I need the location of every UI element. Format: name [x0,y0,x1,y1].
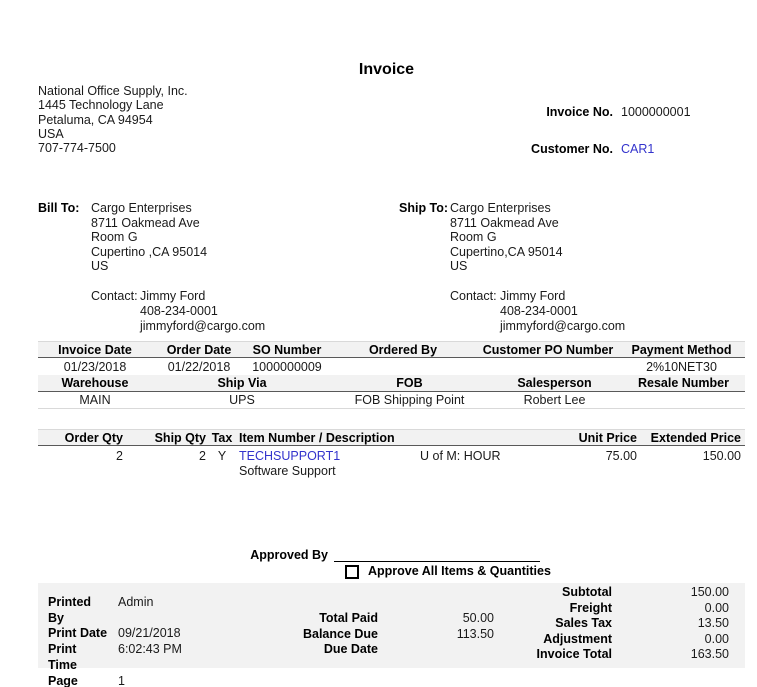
sales-tax-row [498,616,729,632]
ship-to-city: Cupertino,CA 95014 [450,244,563,259]
balance-due-row [278,627,494,643]
order-date-value: 01/22/2018 [167,359,231,374]
company-city: Petaluma, CA 94954 [38,112,153,127]
ship-to-room: Room G [450,230,497,244]
print-time-value: 6:02:43 PM [118,642,182,657]
bill-to-contact-phone: 408-234-0001 [140,304,218,318]
due-date-row [278,642,494,658]
item-description-value: Software Support [239,464,336,478]
bill-to-room: Room G [91,230,138,244]
invoice-no-value: 1000000001 [621,105,691,119]
freight-label: Freight [569,600,612,615]
warehouse-value: MAIN [79,393,111,407]
order-info-header-row-2 [38,375,745,392]
so-number-header: SO Number [252,342,322,357]
ship-to-country: US [450,259,468,273]
printed-by-value: Admin [118,595,154,609]
bill-to-contact-email: jimmyford@cargo.com [140,319,266,333]
freight-value: 0.00 [704,600,729,615]
page-label: Page [48,673,78,687]
line-item-row [38,449,745,463]
balance-due-label: Balance Due [302,626,378,641]
adjustment-value: 0.00 [704,631,729,646]
extended-price-value: 150.00 [702,449,741,463]
bill-to-city: Cupertino ,CA 95014 [91,244,208,259]
invoice-no-label: Invoice No. [546,105,613,119]
ship-to-contact-phone: 408-234-0001 [500,304,578,318]
customer-no-label: Customer No. [531,142,613,156]
print-time-row [48,642,182,673]
printed-by-label: Printed By [48,595,92,625]
order-info-value-row-2 [38,392,745,409]
ship-to-name: Cargo Enterprises [450,201,551,215]
bill-to-contact-label: Contact: [91,289,138,303]
extended-price-header: Extended Price [650,430,741,445]
subtotal-value: 150.00 [690,585,729,599]
print-time-label: Print Time [48,642,77,672]
invoice-date-header: Invoice Date [58,342,132,357]
company-phone: 707-774-7500 [38,141,116,156]
ship-to-contact-block [500,289,625,334]
tax-header: Tax [211,430,233,445]
salesperson-value: Robert Lee [523,393,586,407]
company-address-block [38,84,188,155]
print-date-value: 09/21/2018 [118,626,181,641]
customer-po-header: Customer PO Number [482,342,614,357]
item-number-link[interactable]: TECHSUPPORT1 [239,449,341,463]
due-date-value [378,642,494,658]
bill-to-contact-name: Jimmy Ford [140,289,206,303]
footer-summary-panel [38,583,745,687]
total-paid-value: 50.00 [462,611,494,625]
page-number-row [48,674,182,687]
ship-to-street: 8711 Oakmead Ave [450,215,559,230]
ship-qty-value: 2 [199,449,206,463]
subtotal-label: Subtotal [562,585,612,599]
so-number-value: 1000000009 [252,359,322,374]
approved-by-signature-line [334,561,540,562]
fob-header: FOB [396,376,423,390]
unit-price-header: Unit Price [578,430,637,445]
ship-qty-header: Ship Qty [154,430,206,445]
payment-method-value: 2%10NET30 [646,359,717,374]
ship-via-header: Ship Via [217,376,267,390]
print-info-block [48,595,182,687]
payment-summary-block [278,611,494,658]
order-info-header-row-1 [38,341,745,358]
invoice-total-row [498,647,729,663]
salesperson-header: Salesperson [517,376,592,390]
page-title: Invoice [358,61,415,78]
print-date-label: Print Date [48,626,108,641]
print-date-row [48,626,182,642]
order-qty-header: Order Qty [64,430,123,445]
company-street: 1445 Technology Lane [38,98,164,113]
printed-by-row [48,595,182,626]
item-description-header: Item Number / Description [239,430,395,445]
invoice-total-value: 163.50 [690,647,729,661]
payment-method-header: Payment Method [631,342,732,357]
balance-due-value: 113.50 [456,626,494,641]
due-date-label: Due Date [323,642,378,657]
approve-all-checkbox-label: Approve All Items & Quantities [368,564,551,578]
sales-tax-label: Sales Tax [555,616,612,630]
bill-to-contact-block [140,289,265,334]
fob-value: FOB Shipping Point [354,393,465,407]
ship-to-contact-email: jimmyford@cargo.com [500,319,626,333]
order-info-value-row-1 [38,358,745,375]
unit-price-value: 75.00 [605,449,637,463]
adjustment-row [498,632,729,648]
invoice-totals-block [498,585,729,663]
bill-to-label: Bill To: [38,201,80,215]
unit-of-measure-value: U of M: HOUR [420,449,501,463]
ship-to-address [450,201,563,274]
ship-to-contact-label: Contact: [450,289,497,303]
freight-row [498,601,729,617]
ship-to-contact-name: Jimmy Ford [500,289,566,303]
company-name: National Office Supply, Inc. [38,84,188,98]
order-info-table [38,341,745,409]
total-paid-label: Total Paid [319,611,378,625]
adjustment-label: Adjustment [543,631,612,646]
approve-all-checkbox[interactable] [345,565,359,579]
customer-no-link[interactable]: CAR1 [621,142,655,156]
tax-value: Y [217,449,227,463]
bill-to-address [91,201,207,274]
company-country: USA [38,126,64,141]
resale-number-header: Resale Number [637,376,729,390]
warehouse-header: Warehouse [61,376,129,390]
bill-to-street: 8711 Oakmead Ave [91,215,200,230]
order-date-header: Order Date [166,342,232,357]
invoice-date-value: 01/23/2018 [63,359,127,374]
bill-to-name: Cargo Enterprises [91,201,192,215]
bill-to-country: US [91,259,109,273]
line-items-table [38,429,745,478]
approved-by-label: Approved By [250,548,328,562]
order-qty-value: 2 [116,449,123,463]
line-items-header-row [38,429,745,446]
page-value: 1 [118,673,125,687]
total-paid-row [278,611,494,627]
sales-tax-value: 13.50 [697,616,729,630]
ship-to-label: Ship To: [399,201,449,215]
subtotal-row [498,585,729,601]
ship-via-value: UPS [229,393,255,407]
ordered-by-header: Ordered By [368,342,438,357]
invoice-total-label: Invoice Total [536,647,612,661]
